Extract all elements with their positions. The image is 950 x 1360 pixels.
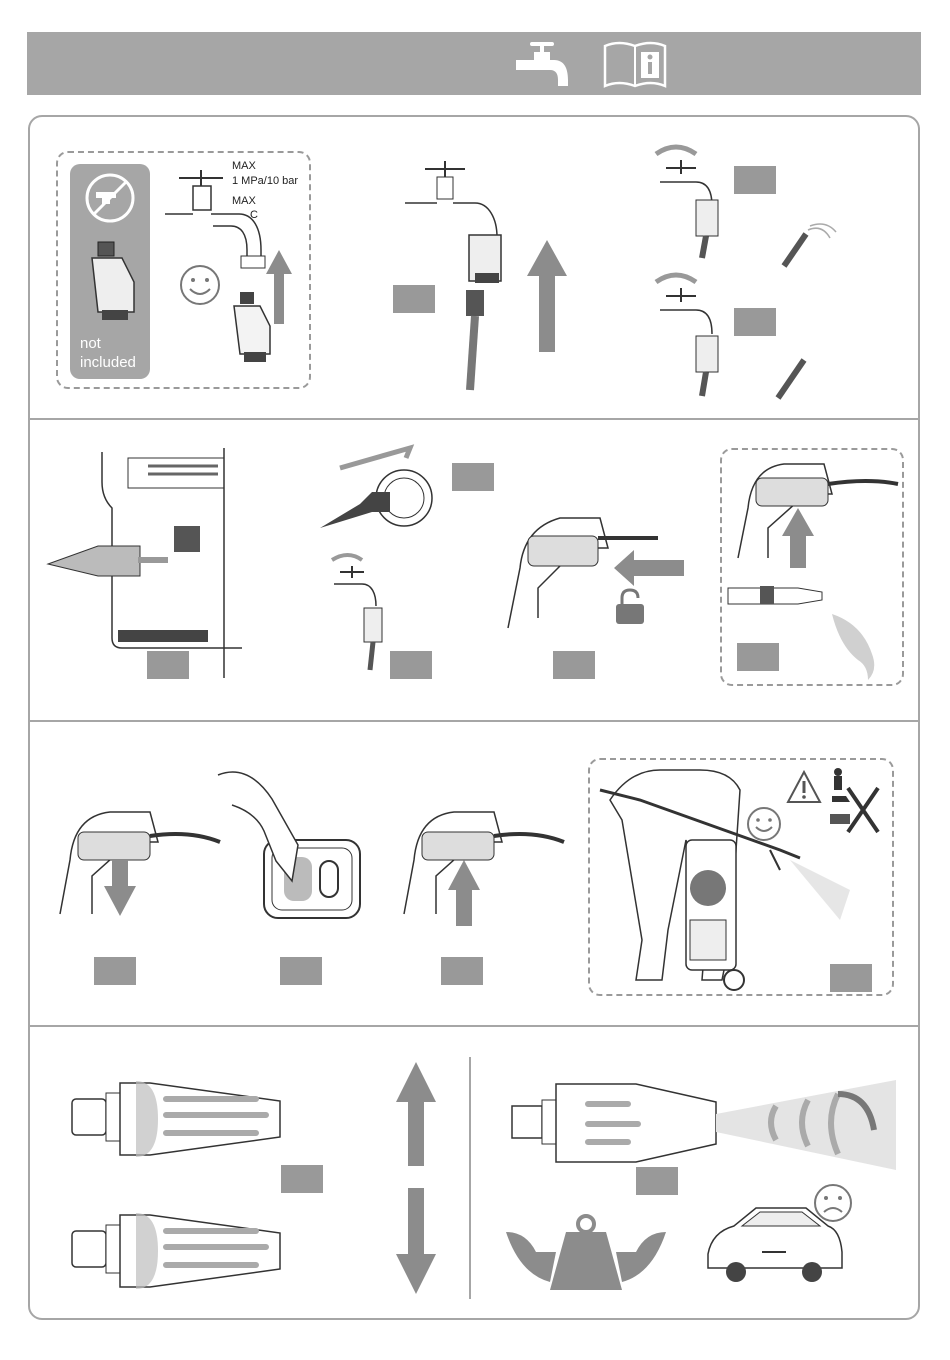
header-bar [27, 32, 921, 95]
gun-lance-attach-illustration [734, 458, 900, 598]
section-divider-3 [30, 1025, 918, 1027]
max-temperature-label: MAX [232, 195, 256, 207]
step-badge [441, 957, 483, 985]
hose-illustration [460, 290, 490, 390]
gun-trigger-press-illustration [400, 810, 570, 930]
down-arrow-icon [396, 1188, 436, 1294]
step-badge [734, 166, 776, 194]
max-pressure-label: MAX [232, 160, 256, 172]
machine-inlet-illustration [48, 448, 248, 678]
not-included-line1: not [80, 335, 101, 352]
smiley-icon [178, 263, 222, 307]
lance-illustration [728, 580, 824, 610]
faucet-with-adapter-illustration [405, 155, 515, 285]
power-switch-press-illustration [218, 765, 363, 920]
step-badge [636, 1167, 678, 1195]
not-included-line2: included [80, 354, 136, 371]
no-spraying-people-animals-icon [828, 766, 888, 840]
step-badge [734, 308, 776, 336]
step-badge [452, 463, 494, 491]
gun-hose-connect-illustration [494, 508, 694, 638]
gun-trigger-lock-illustration [56, 810, 226, 920]
up-arrow-icon [266, 250, 292, 324]
large-up-arrow-icon [527, 240, 567, 352]
nozzle-adjust-minus-illustration [66, 1195, 306, 1295]
step-badge [280, 957, 322, 985]
water-tap-icon [512, 40, 572, 92]
plug-into-socket-illustration [320, 446, 440, 536]
backflow-valve-icon [84, 240, 140, 324]
heavy-weight-icon [504, 1214, 668, 1292]
max-pressure-value: 1 MPa/10 bar [232, 175, 299, 187]
faucet-open-illustration [650, 138, 730, 258]
warning-triangle-icon [786, 770, 822, 804]
hose-end-illustration [774, 352, 814, 398]
step-badge [737, 643, 779, 671]
step-badge [147, 651, 189, 679]
no-drinking-water-icon [84, 172, 136, 224]
column-divider [469, 1057, 471, 1299]
unlock-icon [614, 590, 646, 624]
step-badge [390, 651, 432, 679]
manual-info-icon [603, 40, 667, 90]
step-badge [393, 285, 435, 313]
step-badge [94, 957, 136, 985]
not-included-label [80, 334, 136, 372]
step-badge [830, 964, 872, 992]
fish-wildlife-icon [826, 610, 882, 680]
nozzle-adjust-plus-illustration [66, 1063, 306, 1163]
step-badge [553, 651, 595, 679]
section-divider-2 [30, 720, 918, 722]
up-arrow-icon [396, 1062, 436, 1166]
car-illustration [702, 1200, 844, 1286]
section-divider-1 [30, 418, 918, 420]
nozzle-spray-pattern-illustration [508, 1080, 896, 1170]
smiley-icon [746, 806, 782, 842]
faucet-open-illustration [330, 550, 390, 670]
max-temperature-unit: C [250, 209, 258, 221]
hose-spraying-illustration [780, 220, 840, 270]
step-badge [281, 1165, 323, 1193]
faucet-close-illustration [650, 266, 730, 396]
